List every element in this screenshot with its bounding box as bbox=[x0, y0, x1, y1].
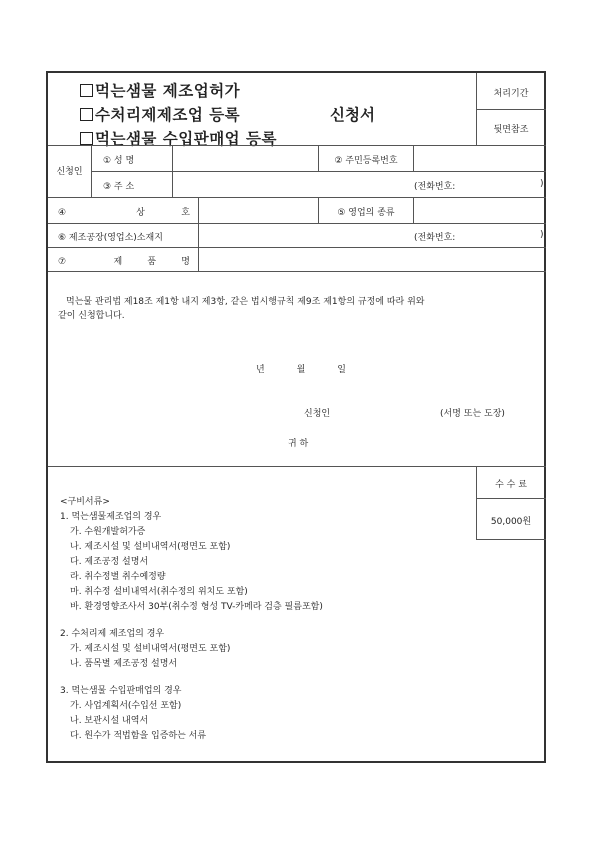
factory-location-field[interactable] bbox=[199, 224, 411, 246]
address-field[interactable] bbox=[173, 172, 411, 196]
fee-value: 50,000원 bbox=[490, 517, 532, 527]
rrn-label: ② 주민등록번호 bbox=[334, 156, 398, 166]
declaration-text-line-2: 같이 신청합니다. bbox=[58, 311, 125, 321]
doc-section-title: 3. 먹는샘물 수입판매업의 경우 bbox=[60, 686, 182, 696]
doc-item: 나. 제조시설 및 설비내역서(평면도 포함) bbox=[70, 542, 231, 552]
trade-name-field[interactable] bbox=[199, 198, 317, 222]
title-line-1: 먹는샘물 제조업허가 bbox=[80, 79, 240, 101]
checkbox-icon[interactable] bbox=[80, 108, 93, 121]
doc-item: 나. 품목별 제조공정 설명서 bbox=[70, 659, 178, 669]
factory-phone-close: ) bbox=[540, 230, 544, 240]
title-suffix: 신청서 bbox=[330, 106, 375, 124]
applicant-phone-label: (전화번호: bbox=[414, 182, 456, 192]
business-type-label: ⑤ 영업의 종류 bbox=[337, 208, 395, 218]
business-type-field[interactable] bbox=[414, 198, 544, 222]
factory-phone-label: (전화번호: bbox=[414, 233, 456, 243]
doc-section-title: 2. 수처리제 제조업의 경우 bbox=[60, 629, 165, 639]
doc-item: 마. 취수정 설비내역서(취수정의 위치도 포함) bbox=[70, 587, 248, 597]
applicant-signature-field[interactable] bbox=[348, 401, 436, 419]
factory-location-label: ⑥ 제조공장(영업소)소재지 bbox=[58, 233, 163, 243]
application-date: 년 월 일 bbox=[256, 365, 346, 375]
application-form bbox=[46, 71, 546, 763]
documents-header: <구비서류> bbox=[60, 497, 110, 507]
product-name-field[interactable] bbox=[199, 248, 544, 270]
sign-or-seal-label: (서명 또는 도장) bbox=[440, 409, 505, 419]
product-name-label: ⑦ 제 품 명 bbox=[58, 257, 190, 267]
processing-period-label: 처리기간 bbox=[493, 89, 529, 99]
checkbox-icon[interactable] bbox=[80, 132, 93, 145]
applicant-phone-close: ) bbox=[540, 179, 544, 189]
applicant-section-label: 신청인 bbox=[56, 167, 83, 177]
rrn-field[interactable] bbox=[414, 146, 544, 170]
applicant-signature-label: 신청인 bbox=[304, 409, 331, 419]
fee-label: 수 수 료 bbox=[495, 480, 527, 490]
recipient-label: 귀 하 bbox=[288, 439, 309, 449]
doc-section-title: 1. 먹는샘물제조업의 경우 bbox=[60, 512, 162, 522]
doc-item: 나. 보관시설 내역서 bbox=[70, 716, 149, 726]
doc-item: 라. 취수정별 취수예정량 bbox=[70, 572, 166, 582]
trade-name-label: ④ 상 호 bbox=[58, 208, 190, 218]
declaration-text-line-1: 먹는물 관리법 제18조 제1항 내지 제3항, 같은 법시행규칙 제9조 제1항의 규정에 따라 위와 bbox=[66, 297, 425, 307]
doc-item: 가. 사업계획서(수입선 포함) bbox=[70, 701, 182, 711]
doc-item: 가. 수원개발허가증 bbox=[70, 527, 146, 537]
doc-item: 가. 제조시설 및 설비내역서(평면도 포함) bbox=[70, 644, 231, 654]
processing-period-value: 뒷면참조 bbox=[493, 125, 529, 135]
title-line-3: 먹는샘물 수입판매업 등록 bbox=[80, 127, 277, 149]
doc-item: 바. 환경영향조사서 30부(취수정 형성 TV-카메라 검층 필름포함) bbox=[70, 602, 323, 612]
name-label: ① 성 명 bbox=[103, 156, 135, 166]
doc-item: 다. 원수가 적법함을 입증하는 서류 bbox=[70, 731, 207, 741]
checkbox-icon[interactable] bbox=[80, 84, 93, 97]
name-field[interactable] bbox=[173, 146, 317, 170]
title-line-2: 수처리제제조업 등록 bbox=[80, 103, 240, 125]
doc-item: 다. 제조공정 설명서 bbox=[70, 557, 149, 567]
address-label: ③ 주 소 bbox=[103, 182, 135, 192]
